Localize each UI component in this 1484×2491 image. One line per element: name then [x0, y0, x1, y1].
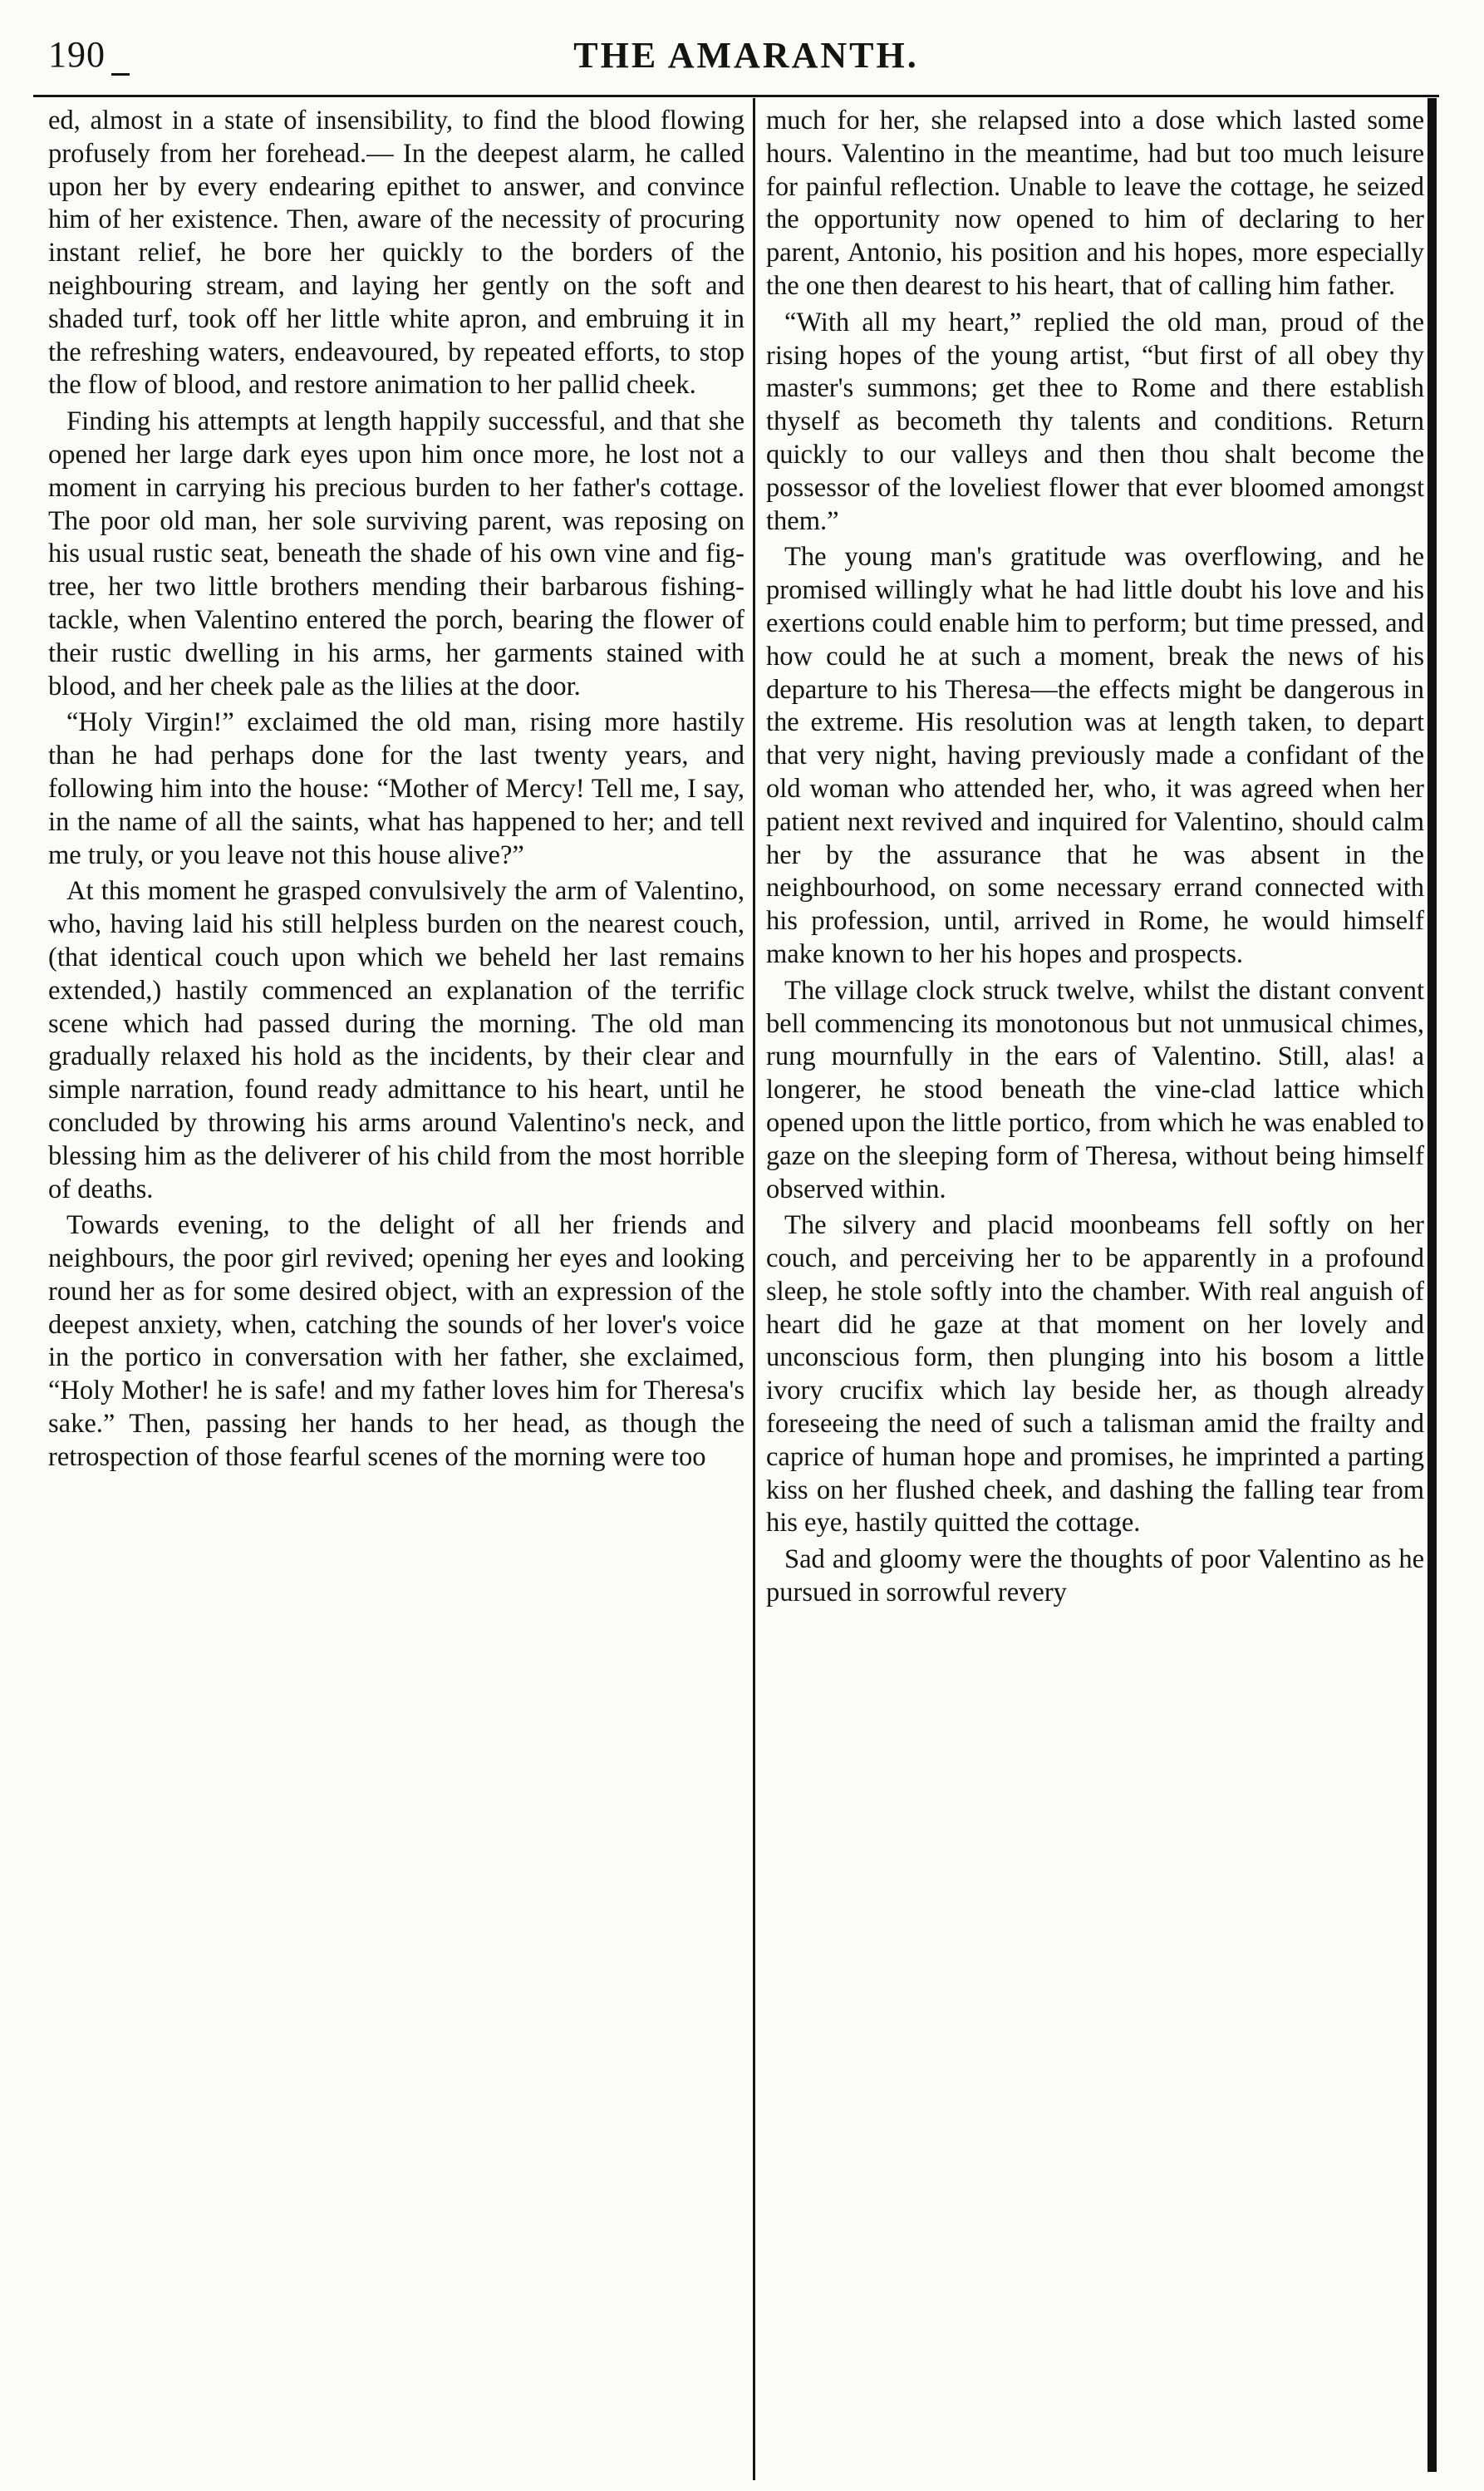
paragraph: The silvery and placid moonbeams fell softly on her couch, and perceiving her to be apparently in a profound sleep, he stole softly into the chamber. With real anguish of heart did he gaze at that moment on her lovely and unconscious form, then plunging into his bosom a little ivory crucifix which lay beside her, as though already foreseeing the need of such a talisman amid the frailty and caprice of human hope and promises, he imprinted a parting kiss on her flushed cheek, and dashing the falling tear from his eye, hastily quitted the cottage. — [766, 1210, 1424, 1538]
left-column — [48, 105, 744, 2484]
paragraph: The young man's gratitude was overflowing, and he promised willingly what he had little doubt his love and his exertions could enable him to perform; but time pressed, and how could he at such a moment, break the news of his departure to his Theresa—the effects might be dangerous in the extreme. His resolution was at length taken, to depart that very night, having previously made a confidant of the old woman who attended her, who, it was agreed when her patient next revived and inquired for Valentino, should calm her by the assurance that he was absent in the neighbourhood, on some necessary errand connected with his profession, until, arrived in Rome, he would himself make known to her his hopes and prospects. — [766, 542, 1424, 969]
page-number: 190 — [48, 34, 106, 75]
running-title: THE AMARANTH. — [573, 35, 919, 76]
paragraph: “Holy Virgin!” exclaimed the old man, rising more hastily than he had perhaps done for the last twenty years, and following him into the house: “Mother of Mercy! Tell me, I say, in the name of all the saints, what has happened to her; and tell me truly, or you leave not this house alive?” — [48, 707, 744, 870]
paragraph: Sad and gloomy were the thoughts of poor Valentino as he pursued in sorrowful revery — [766, 1544, 1424, 1608]
paragraph: Finding his attempts at length happily successful, and that she opened her large dark eyes upon him once more, he lost not a moment in carrying his precious burden to her father's cottage. The poor old man, her sole surviving parent, was reposing on his usual rustic seat, beneath the shade of his own vine and fig-tree, her two little brothers mending their barbarous fishing-tackle, when Valentino entered the porch, bearing the flower of their rustic dwelling in his arms, her garments stained with blood, and her cheek pale as the lilies at the door. — [48, 406, 744, 702]
paragraph: much for her, she relapsed into a dose which lasted some hours. Valentino in the meantime, had but too much leisure for painful reflection. Unable to leave the cottage, he seized the opportunity now opened to him of declaring to her parent, Antonio, his position and his hopes, more especially the one then dearest to his heart, that of calling him father. — [766, 106, 1424, 301]
header-rule — [33, 95, 1439, 97]
paragraph: Towards evening, to the delight of all her friends and neighbours, the poor girl revived; opening her eyes and looking round her as for some desired object, with an expression of the deepest anxiety, when, catching the sounds of her lover's voice in the portico in conversation with her father, she exclaimed, “Holy Mother! he is safe! and my father loves him for Theresa's sake.” Then, passing her hands to her head, as though the retrospection of those fearful scenes of the morning were too — [48, 1210, 744, 1472]
right-column — [766, 105, 1424, 2484]
paragraph: “With all my heart,” replied the old man, proud of the rising hopes of the young artist, “but first of all obey thy master's summons; get thee to Rome and there establish thyself as becometh thy talents and conditions. Return quickly to our valleys and then thou shalt become the possessor of the loveliest flower that ever bloomed amongst them.” — [766, 307, 1424, 536]
column-divider — [753, 98, 755, 2480]
page-header — [48, 32, 1436, 81]
paragraph: ed, almost in a state of insensibility, to find the blood flowing profusely from her forehead.— In the deepest alarm, he called upon her by every endearing epithet to answer, and convince him of her existence. Then, aware of the necessity of procuring instant relief, he bore her quickly to the borders of the neighbouring stream, and laying her gently on the soft and shaded turf, took off her little white apron, and embruing it in the refreshing waters, endeavoured, by repeated efforts, to stop the flow of blood, and restore animation to her pallid cheek. — [48, 106, 744, 401]
paragraph: The village clock struck twelve, whilst the distant convent bell commencing its monotonous but not unmusical chimes, rung mournfully in the ears of Valentino. Still, alas! a longerer, he stood beneath the vine-clad lattice which opened upon the little portico, from which he was enabled to gaze on the sleeping form of Theresa, without being himself observed within. — [766, 975, 1424, 1204]
paragraph: At this moment he grasped convulsively the arm of Valentino, who, having laid his still helpless burden on the nearest couch, (that identical couch upon which we beheld her last remains extended,) hastily commenced an explanation of the terrific scene which had passed during the morning. The old man gradually relaxed his hold as the incidents, by their clear and simple narration, found ready admittance to his heart, until he concluded by throwing his arms around Valentino's neck, and blessing him as the deliverer of his child from the most horrible of deaths. — [48, 876, 744, 1204]
page-number-underline — [111, 73, 130, 76]
page-edge-rule — [1427, 98, 1437, 2472]
